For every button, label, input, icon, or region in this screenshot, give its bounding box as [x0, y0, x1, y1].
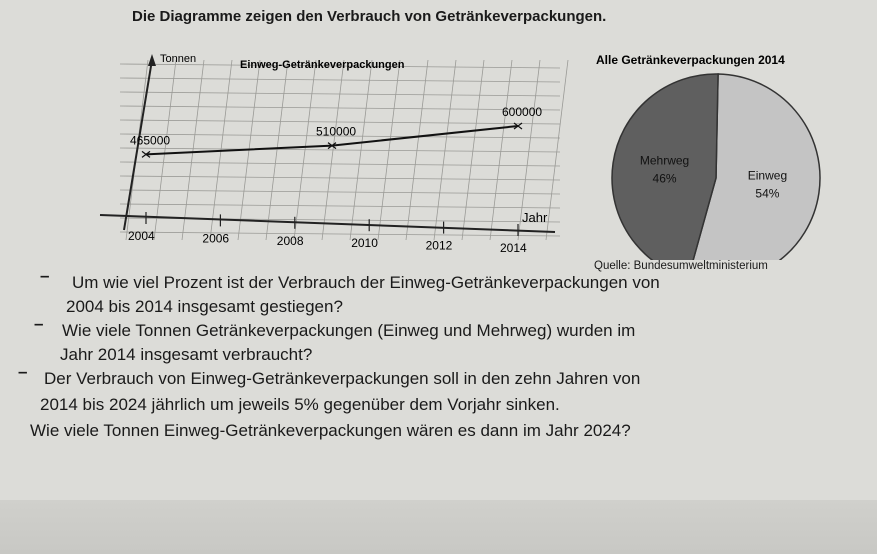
slice-name: Mehrweg [639, 153, 690, 168]
x-axis [100, 215, 555, 232]
grid-line-h [120, 148, 560, 152]
slice-value: 46% [652, 171, 677, 186]
task-line: 2004 bis 2014 insgesamt gestiegen? [66, 297, 343, 316]
pie-slices [612, 74, 820, 260]
task-dash: – [34, 314, 44, 333]
x-tick-label: 2004 [128, 229, 155, 243]
task-line: 2014 bis 2024 jährlich um jeweils 5% gegenüber dem Vorjahr sinken. [40, 395, 560, 414]
line-chart-title: Einweg-Getränkeverpackungen [240, 59, 405, 71]
x-tick-label: 2014 [500, 241, 527, 255]
page-heading: Die Diagramme zeigen den Verbrauch von Getränkeverpackungen. [132, 8, 607, 25]
grid-line-v [182, 60, 204, 240]
grid-line-h [120, 176, 560, 180]
task-line: Wie viele Tonnen Einweg-Getränkeverpackungen wären es dann im Jahr 2024? [30, 421, 631, 440]
x-axis-label: Jahr [522, 210, 548, 225]
point-label: 510000 [316, 124, 357, 139]
task-dash: – [40, 266, 50, 285]
task-line: Der Verbrauch von Einweg-Getränkeverpackungen soll in den zehn Jahren von [44, 369, 641, 388]
task-line: Jahr 2014 insgesamt verbraucht? [60, 345, 313, 364]
point-label: 600000 [502, 105, 543, 119]
bleed-through-area [0, 500, 877, 554]
grid-line-v [154, 60, 176, 240]
x-tick-label: 2010 [351, 236, 378, 251]
grid-line-v [406, 60, 428, 240]
grid-line-h [120, 120, 560, 124]
data-points [130, 105, 542, 157]
y-axis-label: Tonnen [160, 53, 197, 65]
grid-line-h [120, 106, 560, 110]
task-line: Um wie viel Prozent ist der Verbrauch der Einweg-Getränkeverpackungen von [72, 273, 660, 292]
grid-line-v [490, 60, 512, 240]
x-tick-label: 2006 [202, 231, 230, 246]
x-tick-label: 2012 [425, 238, 453, 253]
line-chart [90, 40, 570, 260]
source-note: Quelle: Bundesumweltministerium [594, 260, 768, 272]
grid-line-v [546, 60, 568, 240]
grid-line-h [120, 78, 560, 82]
grid-line-h [120, 190, 560, 194]
grid-line-v [462, 60, 484, 240]
grid-line-v [434, 60, 456, 240]
point-label: 465000 [130, 133, 171, 148]
y-axis-arrow [148, 54, 156, 66]
slice-name: Einweg [747, 168, 788, 183]
grid-line-v [266, 60, 288, 240]
task-line: Wie viele Tonnen Getränkeverpackungen (Einweg und Mehrweg) wurden im [62, 321, 636, 340]
grid-line-h [120, 162, 560, 166]
chart-grid [120, 60, 568, 240]
pie-title: Alle Getränkeverpackungen 2014 [596, 53, 785, 67]
task-dash: – [18, 362, 28, 381]
x-tick-label: 2008 [276, 233, 304, 248]
grid-line-h [120, 232, 560, 236]
pie-chart [596, 40, 846, 260]
slice-value: 54% [755, 186, 780, 201]
